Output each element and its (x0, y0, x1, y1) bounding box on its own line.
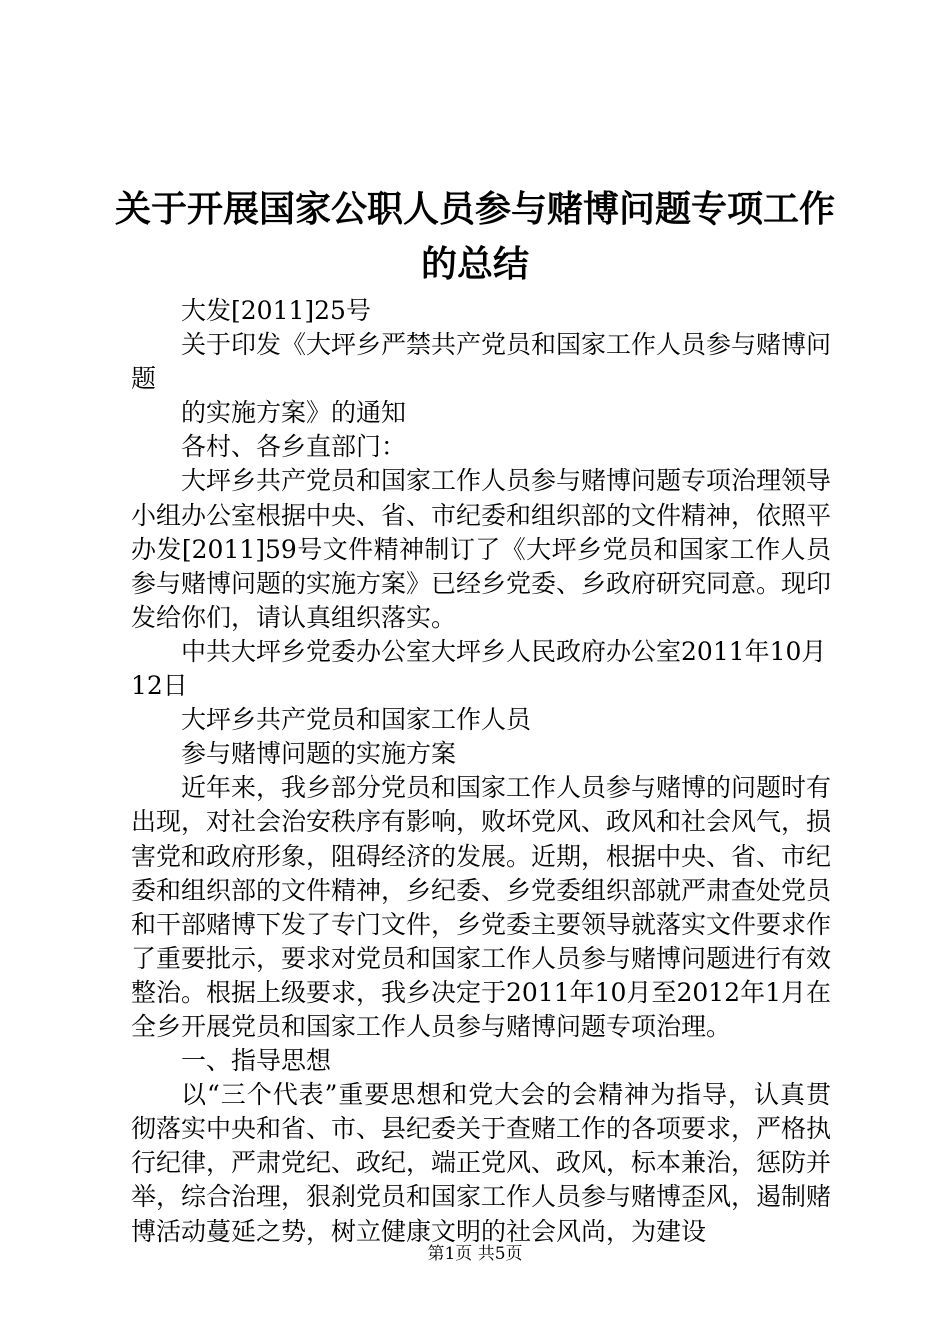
addressee: 各村、各乡直部门： (181, 432, 407, 462)
section-heading: 一、指导思想 (181, 1046, 332, 1076)
issuer-and-date: 中共大坪乡党委办公室大坪乡人民政府办公室2011年10月12日 (131, 636, 827, 701)
notice-title-line-2: 的实施方案》的通知 (181, 398, 407, 428)
guiding-principle-paragraph: 以“三个代表”重要思想和党大会的会精神为指导，认真贯彻落实中央和省、市、县纪委关于查赌工作的各项要求，严格执行纪律，严肃党纪、政纪，端正党风、政风，标本兼治，惩防并举，综合治理，狠刹党员和国家工作人员参与赌博歪风，遏制赌博活动蔓延之势，树立健康文明的社会风尚，为建设 (131, 1080, 832, 1246)
intro-paragraph: 近年来，我乡部分党员和国家工作人员参与赌博的问题时有出现，对社会治安秩序有影响，败坏党风、政风和社会风气，损害党和政府形象，阻碍经济的发展。近期，根据中央、省、市纪委和组织部的文件精神，乡纪委、乡党委组织部就严肃查处党员和干部赌博下发了专门文件，乡党委主要领导就落实文件要求作了重要批示，要求对党员和国家工作人员参与赌博问题进行有效整治。根据上级要求，我乡决定于2011年10月至2012年1月在全乡开展党员和国家工作人员参与赌博问题专项治理。 (131, 773, 832, 1041)
plan-title-line-1: 大坪乡共产党员和国家工作人员 (181, 705, 532, 735)
document-title-line-1: 关于开展国家公职人员参与赌博问题专项工作 (114, 189, 835, 230)
notice-title-line-1: 关于印发《大坪乡严禁共产党员和国家工作人员参与赌博问题 (131, 330, 832, 394)
document-number: 大发[2011]25号 (181, 296, 371, 325)
page-number: 第1页 共5页 (427, 1244, 523, 1264)
document-title-line-2: 的总结 (420, 244, 529, 285)
plan-title-line-2: 参与赌博问题的实施方案 (181, 739, 457, 769)
document-body (131, 294, 831, 1249)
notice-paragraph: 大坪乡共产党员和国家工作人员参与赌博问题专项治理领导小组办公室根据中央、省、市纪委和组织部的文件精神，依照平办发[2011]59号文件精神制订了《大坪乡党员和国家工作人员参与赌博问题的实施方案》已经乡党委、乡政府研究同意。现印发给你们，请认真组织落实。 (131, 466, 832, 632)
